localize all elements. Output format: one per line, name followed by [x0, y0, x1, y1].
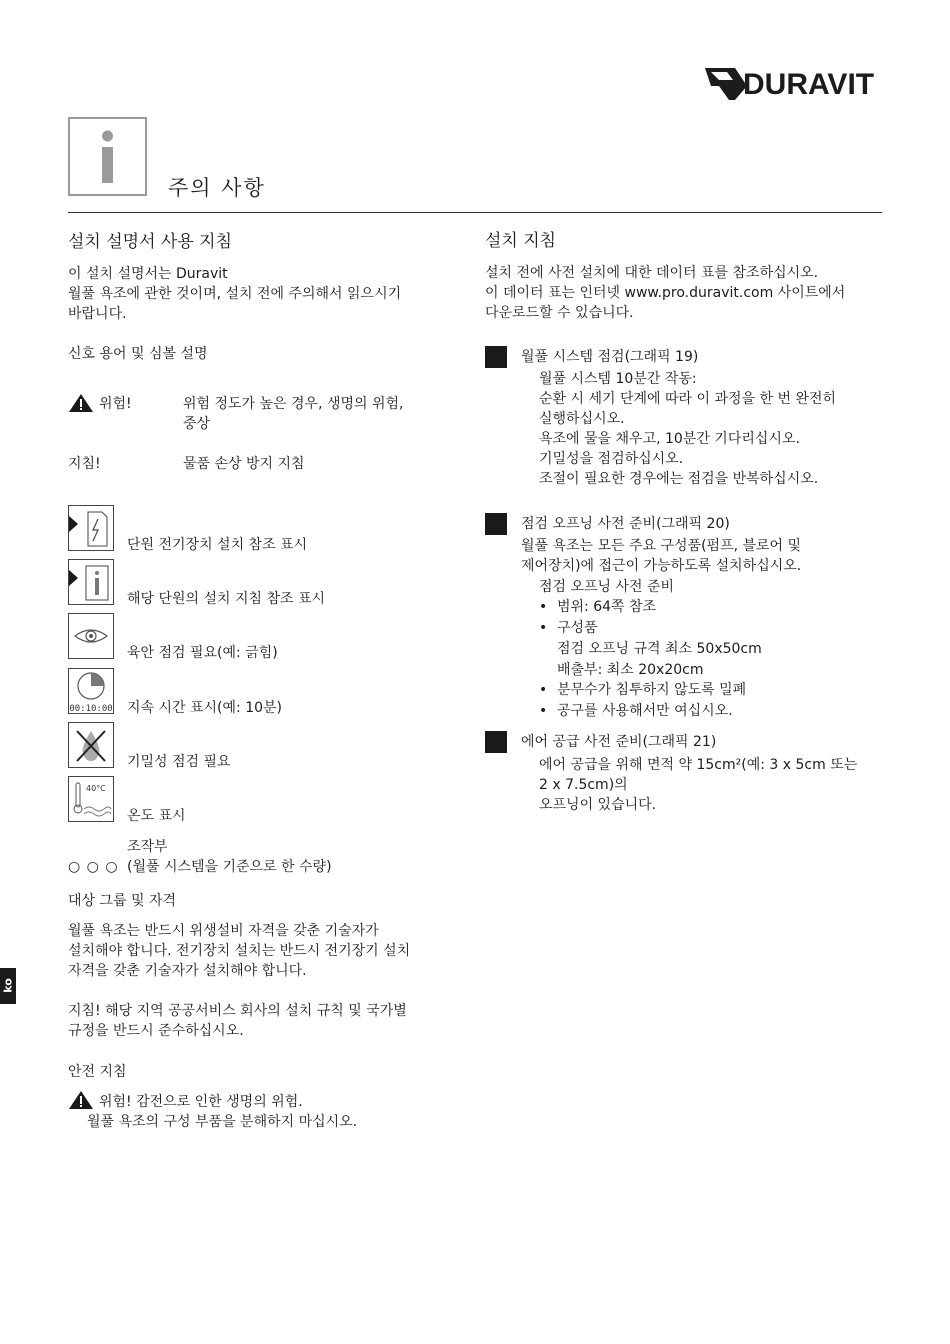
target-line-2: 설치해야 합니다. 전기장치 설치는 반드시 전기장기 설치 [68, 943, 411, 959]
leak-test-icon [68, 722, 114, 768]
step-marker [485, 513, 507, 535]
usage-heading: 설치 설명서 사용 지침 [68, 232, 233, 252]
bullet-icon: • [539, 682, 548, 698]
safety-warning: 위험! 감전으로 인한 생명의 위험. [99, 1094, 303, 1110]
icon-label-electric: 단원 전기장치 설치 참조 표시 [127, 537, 308, 553]
electric-reference-icon [68, 505, 114, 551]
controls-symbol: ○ ○ ○ [68, 859, 119, 875]
target-heading: 대상 그룹 및 자격 [68, 893, 177, 909]
step3-line-3: 오프닝이 있습니다. [539, 797, 657, 813]
step2-bullet-2a: 점검 오프닝 규격 최소 50x50cm [557, 641, 762, 657]
temperature-readout: 40°C [86, 784, 106, 793]
note-desc: 물품 손상 방지 지침 [183, 456, 305, 472]
step2-title: 점검 오프닝 사전 준비(그래픽 20) [521, 516, 730, 532]
step1-line-6: 조절이 필요한 경우에는 점검을 반복하십시오. [539, 471, 819, 487]
target-line-3: 자격을 갖춘 기술자가 설치해야 합니다. [68, 963, 307, 979]
step2-bullet-1: 범위: 64쪽 참조 [557, 599, 657, 615]
eye-icon [68, 613, 114, 659]
safety-heading: 안전 지침 [68, 1064, 127, 1080]
step2-line-2: 제어장치)에 접근이 가능하도록 설치하십시오. [521, 558, 802, 574]
icon-label-installation: 해당 단원의 설치 지침 참조 표시 [127, 591, 326, 607]
step1-title: 월풀 시스템 점검(그래픽 19) [521, 349, 699, 365]
warning-triangle-icon [68, 1090, 96, 1110]
step3-line-2: 2 x 7.5cm)의 [539, 777, 628, 793]
step2-bullet-3: 분무수가 침투하지 않도록 밀폐 [557, 682, 747, 698]
language-tab-label: ko [1, 978, 15, 993]
step2-line-1: 월풀 욕조는 모든 주요 구성품(펌프, 블로어 및 [521, 538, 802, 554]
usage-line-1: 이 설치 설명서는 Duravit [68, 266, 228, 282]
symbols-heading: 신호 용어 및 심볼 설명 [68, 346, 208, 362]
icon-label-leak: 기밀성 점검 필요 [127, 754, 231, 770]
step-marker [485, 731, 507, 753]
step3-title: 에어 공급 사전 준비(그래픽 21) [521, 734, 717, 750]
timer-readout: 00:10:00 [69, 704, 113, 713]
target-line-1: 월풀 욕조는 반드시 위생설비 자격을 갖춘 기술자가 [68, 923, 379, 939]
controls-label: 조작부 [127, 839, 168, 855]
step2-bullet-2b: 배출부: 최소 20x20cm [557, 662, 704, 678]
regulation-line-2: 규정을 반드시 준수하십시오. [68, 1023, 244, 1039]
language-tab [0, 968, 16, 1004]
usage-line-3: 바랍니다. [68, 306, 127, 322]
regulation-line-1: 지침! 해당 지역 공공서비스 회사의 설치 규칙 및 국가별 [68, 1003, 407, 1019]
bullet-icon: • [539, 620, 548, 636]
install-intro-1: 설치 전에 사전 설치에 대한 데이터 표를 참조하십시오. [485, 265, 819, 281]
duravit-logo [705, 60, 891, 106]
icon-label-duration: 지속 시간 표시(예: 10분) [127, 700, 282, 716]
step2-bullet-4: 공구를 사용해서만 여십시오. [557, 703, 733, 719]
thermometer-icon [68, 776, 114, 822]
step1-line-5: 기밀성을 점검하십시오. [539, 451, 684, 467]
danger-term: 위험! [99, 396, 132, 412]
danger-desc-2: 중상 [183, 416, 211, 432]
install-intro-3: 다운로드할 수 있습니다. [485, 305, 634, 321]
safety-text: 월풀 욕조의 구성 부품을 분해하지 마십시오. [87, 1114, 358, 1130]
warning-triangle-icon [68, 393, 96, 413]
step-marker [485, 346, 507, 368]
note-term: 지침! [68, 456, 101, 472]
timer-icon [68, 668, 114, 714]
icon-label-temperature: 온도 표시 [127, 808, 186, 824]
controls-desc: (월풀 시스템을 기준으로 한 수량) [127, 859, 332, 875]
step1-line-1: 월풀 시스템 10분간 작동: [539, 371, 697, 387]
step1-line-4: 욕조에 물을 채우고, 10분간 기다리십시오. [539, 431, 800, 447]
step3-line-1: 에어 공급을 위해 면적 약 15cm²(예: 3 x 5cm 또는 [539, 757, 858, 773]
step1-line-3: 실행하십시오. [539, 411, 625, 427]
installation-reference-icon [68, 559, 114, 605]
step2-bullet-2: 구성품 [557, 620, 598, 636]
header-divider [68, 212, 882, 213]
page-title: 주의 사항 [168, 176, 266, 200]
info-icon [68, 117, 147, 196]
bullet-icon: • [539, 599, 548, 615]
usage-line-2: 월풀 욕조에 관한 것이며, 설치 전에 주의해서 읽으시기 [68, 286, 402, 302]
install-intro-2: 이 데이터 표는 인터넷 www.pro.duravit.com 사이트에서 [485, 285, 846, 301]
install-heading: 설치 지침 [485, 231, 557, 251]
step1-line-2: 순환 시 세기 단계에 따라 이 과정을 한 번 완전히 [539, 391, 837, 407]
icon-label-visual: 육안 점검 필요(예: 긁힘) [127, 645, 278, 661]
danger-desc-1: 위험 정도가 높은 경우, 생명의 위험, [183, 396, 404, 412]
step2-sub: 점검 오프닝 사전 준비 [539, 579, 675, 595]
logo-wordmark: DURAVIT [743, 68, 875, 101]
bullet-icon: • [539, 703, 548, 719]
